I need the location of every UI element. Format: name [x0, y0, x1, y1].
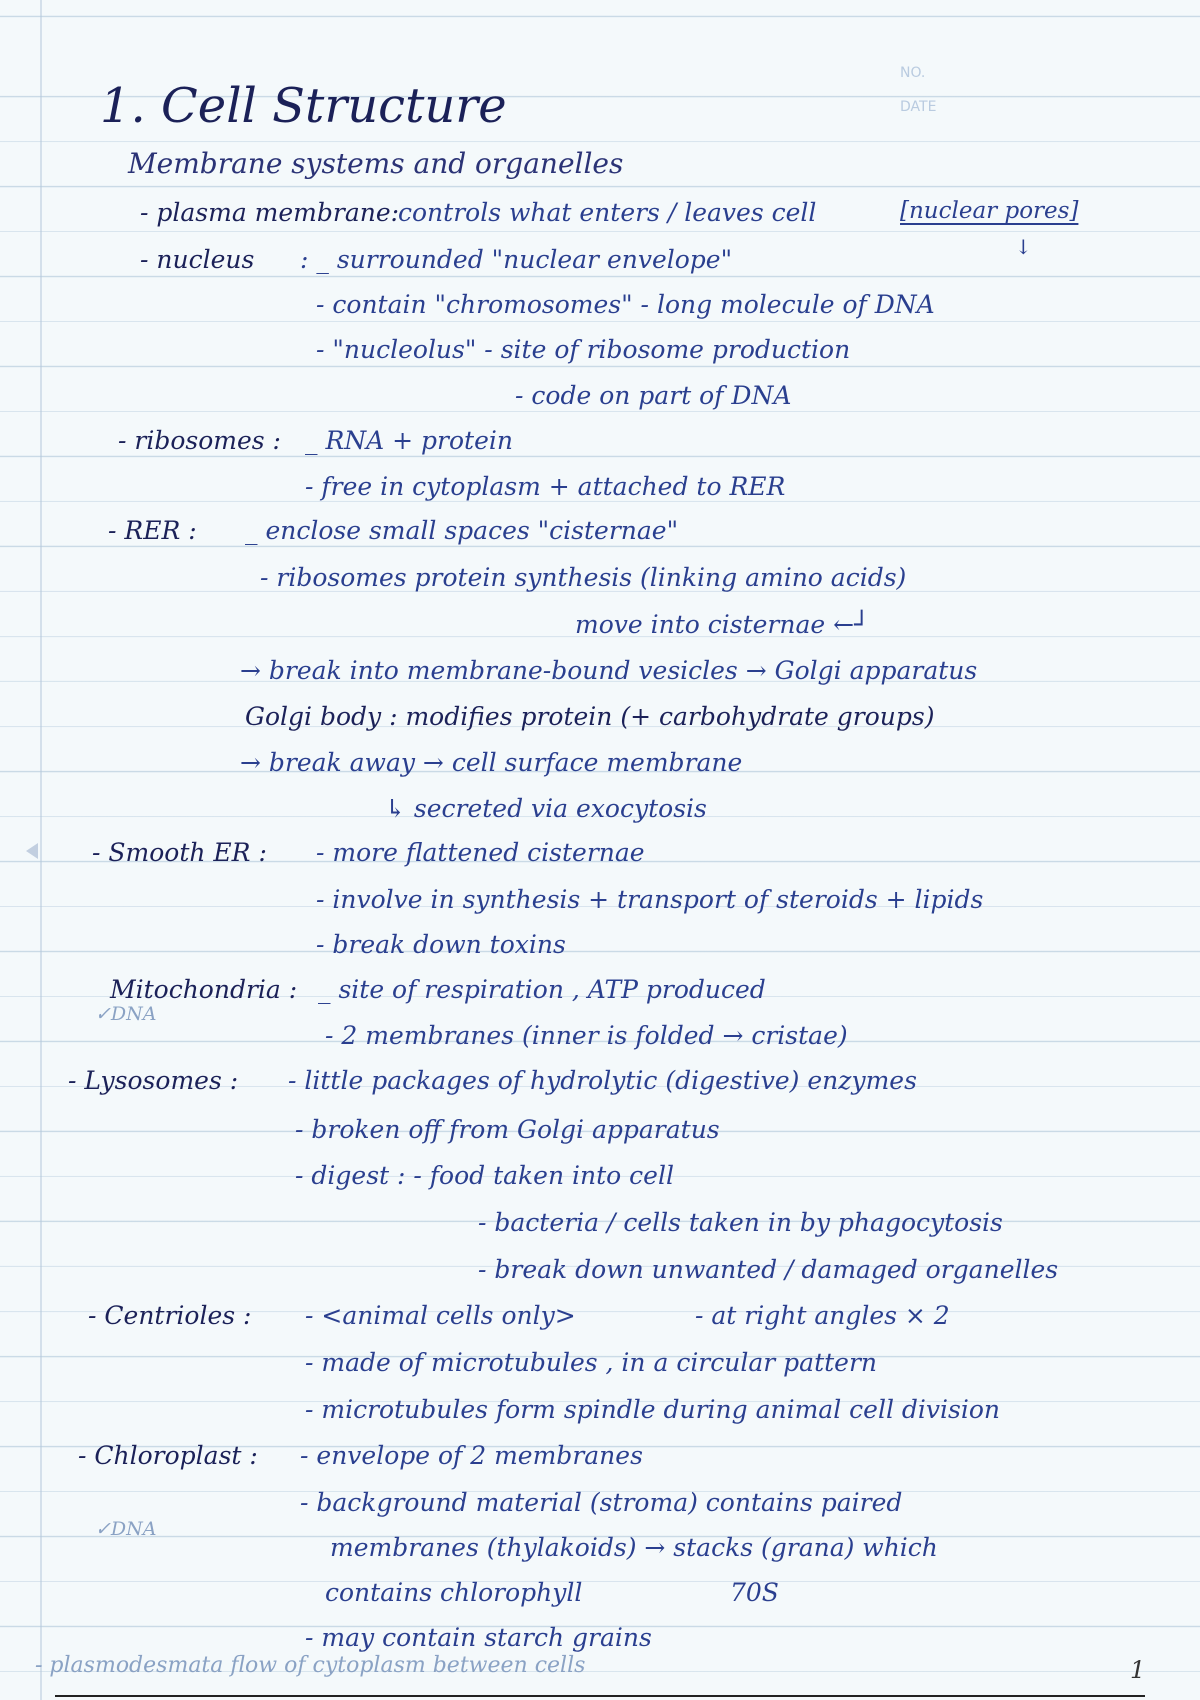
note-line: [nuclear pores] [900, 198, 1079, 224]
note-line: - background material (stroma) contains paired [300, 1488, 903, 1517]
note-line: → break away → cell surface membrane [240, 748, 743, 777]
note-line: - more flattened cisternae [316, 838, 645, 867]
note-line: 70S [730, 1578, 779, 1607]
note-line: _ site of respiration , ATP produced [318, 975, 766, 1004]
plasma-membrane-heading: - plasma membrane: [140, 198, 400, 227]
note-line: : _ surrounded "nuclear envelope" [300, 245, 733, 274]
note-line: controls what enters / leaves cell [398, 198, 817, 227]
margin-line [40, 0, 42, 1700]
page-subtitle: Membrane systems and organelles [128, 147, 624, 180]
smooth-er-heading: - Smooth ER : [92, 838, 267, 867]
nucleus-heading: - nucleus [140, 245, 255, 274]
note-line: - ribosomes protein synthesis (linking amino acids) [260, 563, 907, 592]
note-line: → break into membrane-bound vesicles → Golgi apparatus [240, 656, 978, 685]
ribosomes-heading: - ribosomes : [118, 426, 281, 455]
note-line: contains chlorophyll [325, 1578, 583, 1607]
note-line: - involve in synthesis + transport of steroids + lipids [316, 885, 984, 914]
note-line: - made of microtubules , in a circular pattern [305, 1348, 878, 1377]
note-line: - digest : - food taken into cell [295, 1161, 674, 1190]
note-line: ↳ secreted via exocytosis [385, 794, 707, 823]
golgi-body-line: Golgi body : modifies protein (+ carbohydrate groups) [245, 702, 935, 731]
note-line: - bacteria / cells taken in by phagocytosis [478, 1208, 1003, 1237]
note-line: - break down unwanted / damaged organelles [478, 1255, 1059, 1284]
note-line: - break down toxins [316, 930, 566, 959]
page-title: 1. Cell Structure [100, 78, 507, 134]
note-line: membranes (thylakoids) → stacks (grana) which [330, 1533, 938, 1562]
note-line: - may contain starch grains [305, 1623, 652, 1652]
pencil-note: ✓DNA [95, 1003, 157, 1025]
note-arrow: ↓ [1015, 235, 1032, 259]
note-line: - contain "chromosomes" - long molecule of DNA [316, 290, 935, 319]
note-line: _ RNA + protein [305, 426, 513, 455]
rer-heading: - RER : [108, 516, 197, 545]
note-line: - at right angles × 2 [695, 1301, 950, 1330]
note-line: - little packages of hydrolytic (digestive) enzymes [288, 1066, 917, 1095]
centrioles-heading: - Centrioles : [88, 1301, 252, 1330]
no-label: NO. [900, 65, 926, 81]
note-line: - "nucleolus" - site of ribosome production [316, 335, 851, 364]
page-number: 1 [1130, 1656, 1146, 1684]
plasmodesmata-note: - plasmodesmata flow of cytoplasm between cells [35, 1653, 586, 1678]
margin-arrow-mark [26, 843, 38, 859]
date-label: DATE [900, 99, 937, 115]
note-line: _ enclose small spaces "cisternae" [245, 516, 679, 545]
note-line: move into cisternae ←┘ [575, 610, 870, 639]
bottom-rule [55, 1695, 1145, 1697]
note-line: - <animal cells only> [305, 1301, 576, 1330]
lysosomes-heading: - Lysosomes : [68, 1066, 239, 1095]
note-line: - code on part of DNA [515, 381, 792, 410]
note-line: - 2 membranes (inner is folded → cristae) [325, 1021, 848, 1050]
chloroplast-heading: - Chloroplast : [78, 1441, 258, 1470]
mitochondria-heading: Mitochondria : [110, 975, 298, 1004]
note-line: - broken off from Golgi apparatus [295, 1115, 720, 1144]
note-line: - envelope of 2 membranes [300, 1441, 643, 1470]
note-line: - free in cytoplasm + attached to RER [305, 472, 786, 501]
pencil-note: ✓DNA [95, 1518, 157, 1540]
note-line: - microtubules form spindle during animal cell division [305, 1395, 1000, 1424]
